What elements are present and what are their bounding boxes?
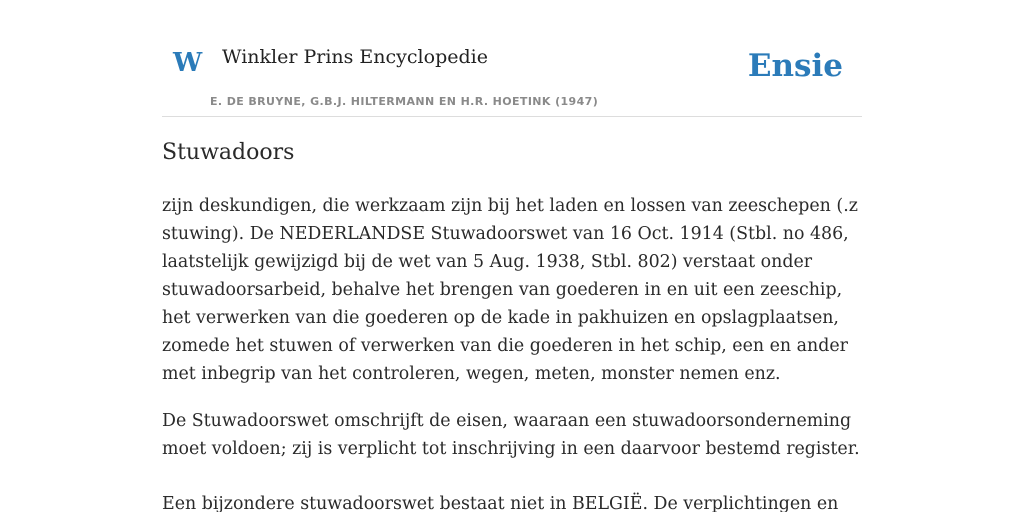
article-paragraph: De Stuwadoorswet omschrijft de eisen, waaraan een stuwadoorsonderneming moet voldoen; zij is verplicht tot inschrijving in een daarvoor bestemd register.	[162, 411, 860, 459]
article-title: Stuwadoors	[162, 140, 295, 165]
article-paragraph: zijn deskundigen, die werkzaam zijn bij het laden en lossen van zeeschepen (.z stuwing). De NEDERLANDSE Stuwadoorswet van 16 Oct. 1914 (Stbl. no 486, laatstelijk gewijzigd bij de wet van 5 Aug. 1938, Stbl. 802) verstaat onder stuwadoorsarbeid, behalve het brengen van goederen in en uit een zeeschip, het verwerken van die goederen op de kade in pakhuizen en opslagplaatsen, zomede het stuwen of verwerken van die goederen in het schip, een en ander met inbegrip van het controleren, wegen, meten, monster nemen enz.	[162, 196, 858, 384]
page-content	[162, 0, 862, 512]
site-authors: E. DE BRUYNE, G.B.J. HILTERMANN EN H.R. HOETINK (1947)	[210, 95, 599, 108]
site-title[interactable]: Winkler Prins Encyclopedie	[222, 46, 488, 68]
ensie-brand-logo[interactable]: Ensie	[747, 48, 843, 84]
site-header	[162, 0, 862, 117]
article-paragraph: Een bijzondere stuwadoorswet bestaat niet in BELGIË. De verplichtingen en	[162, 494, 839, 512]
site-logo[interactable]: W	[173, 48, 203, 78]
